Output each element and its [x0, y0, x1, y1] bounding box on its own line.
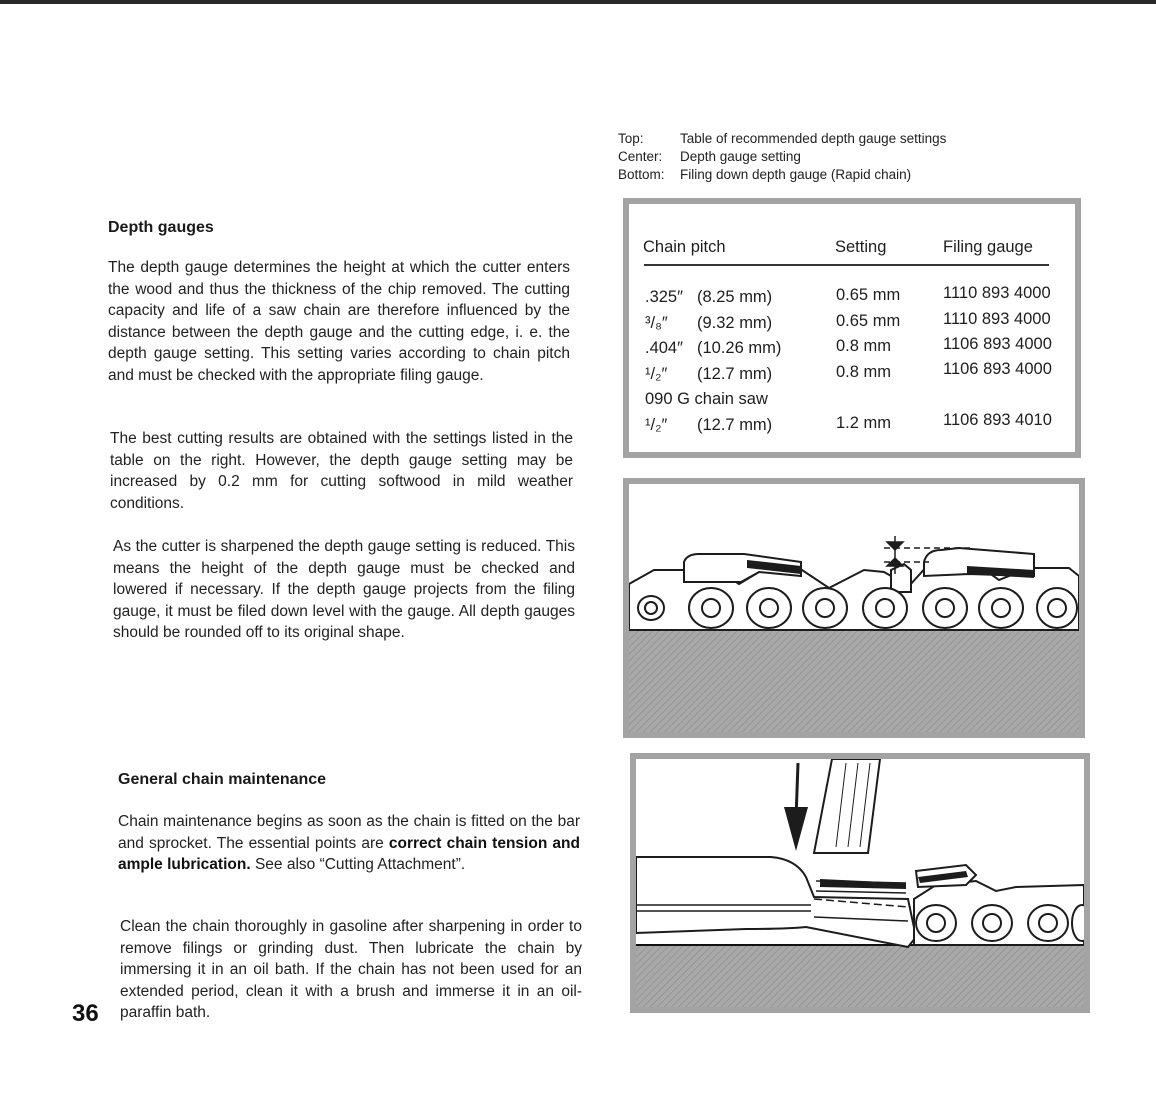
- header-divider: [644, 264, 1049, 266]
- table-subheading: 090 G chain saw: [645, 390, 768, 408]
- table-cell-gauge: 1106 893 4000: [943, 360, 1052, 378]
- paragraph-text: Chain maintenance begins as soon as the chain is fitted on the bar and sprocket. The essential points are: [118, 813, 580, 852]
- table-cell-pitch: .404″: [645, 339, 683, 357]
- page-number: 36: [72, 1000, 99, 1027]
- table-cell-metric: (9.32 mm): [697, 314, 773, 332]
- caption-text: Table of recommended depth gauge settings: [680, 131, 947, 146]
- filing-depth-gauge-figure: [630, 753, 1090, 1013]
- emphasis-text: correct chain tension and ample lubrication.: [118, 834, 580, 873]
- depth-gauge-setting-figure: [623, 478, 1085, 738]
- depth-gauge: [891, 564, 911, 592]
- table-cell-metric: (10.26 mm): [697, 339, 782, 357]
- caption-row: [618, 148, 946, 166]
- table-cell-metric: (12.7 mm): [697, 365, 773, 383]
- table-cell-metric: (12.7 mm): [697, 416, 773, 434]
- figure-caption: [618, 130, 946, 184]
- table-body: [629, 204, 1075, 452]
- header-filing-gauge: Filing gauge: [943, 238, 1033, 256]
- flat-file: [814, 759, 880, 853]
- guide-bar: [629, 630, 1079, 732]
- table-cell-setting: 0.8 mm: [836, 363, 892, 381]
- table-cell-setting: 0.65 mm: [836, 312, 901, 330]
- caption-row: [618, 166, 946, 184]
- table-cell-pitch: .325″: [645, 288, 683, 306]
- table-cell-metric: (8.25 mm): [697, 288, 773, 306]
- guide-bar: [636, 945, 1084, 1007]
- general-maintenance-paragraph-1: [118, 811, 580, 876]
- table-cell-setting: 0.65 mm: [836, 286, 901, 304]
- chain-side-view-illustration: [629, 484, 1079, 732]
- caption-row: [618, 130, 946, 148]
- caption-text: Depth gauge setting: [680, 149, 801, 164]
- table-cell-gauge: 1106 893 4000: [943, 335, 1052, 353]
- general-maintenance-paragraph-2: Clean the chain thoroughly in gasoline after sharpening in order to remove filings or grinding dust. Then lubricate the chain by immersing it in an oil bath. If the chain has not been used for an extended period, clean it with a brush and immerse it in an oil-paraffin bath.: [120, 918, 582, 1021]
- depth-gauges-paragraph-1: The depth gauge determines the height at which the cutter enters the wood and thus the thickness of the chip removed. The cutting capacity and life of a saw chain are therefore influenced by the distance between the depth gauge and the cutting edge, i. e. the depth gauge setting. This setting varies according to chain pitch and must be checked with the appropriate filing gauge.: [108, 259, 570, 384]
- table-cell-gauge: 1106 893 4010: [943, 411, 1052, 429]
- table-cell-pitch: ¹/₂″: [645, 365, 668, 383]
- depth-gauges-paragraph-3: As the cutter is sharpened the depth gauge setting is reduced. This means the height of the depth gauge must be checked and lowered if necessary. If the depth gauge projects from the filing gauge, it must be filed down level with the gauge. All depth gauges should be rounded off to its original shape.: [113, 538, 575, 641]
- caption-key: Center:: [618, 149, 663, 164]
- paragraph-text: See also “Cutting Attachment”.: [250, 856, 466, 873]
- table-cell-pitch: ³/₈″: [645, 314, 668, 332]
- top-rule: [0, 0, 1156, 4]
- filing-gauge-tool: [636, 857, 916, 947]
- header-setting: Setting: [835, 238, 887, 256]
- caption-key: Top:: [618, 131, 644, 146]
- caption-key: Bottom:: [618, 167, 665, 182]
- table-cell-setting: 0.8 mm: [836, 337, 892, 355]
- depth-gauges-heading: Depth gauges: [108, 219, 214, 236]
- general-maintenance-heading: General chain maintenance: [118, 771, 327, 788]
- depth-gauges-paragraph-2: The best cutting results are obtained with the settings listed in the table on the right. However, the depth gauge setting may be increased by 0.2 mm for cutting softwood in mild weather conditions.: [110, 430, 573, 512]
- table-cell-gauge: 1110 893 4000: [943, 284, 1051, 302]
- depth-gauge-table: [623, 198, 1081, 458]
- table-cell-pitch: ¹/₂″: [645, 416, 668, 434]
- caption-text: Filing down depth gauge (Rapid chain): [680, 167, 912, 182]
- header-chain-pitch: Chain pitch: [643, 238, 726, 256]
- table-cell-gauge: 1110 893 4000: [943, 310, 1051, 328]
- down-arrow: [784, 763, 808, 851]
- table-cell-setting: 1.2 mm: [836, 414, 892, 432]
- filing-illustration: [636, 759, 1084, 1007]
